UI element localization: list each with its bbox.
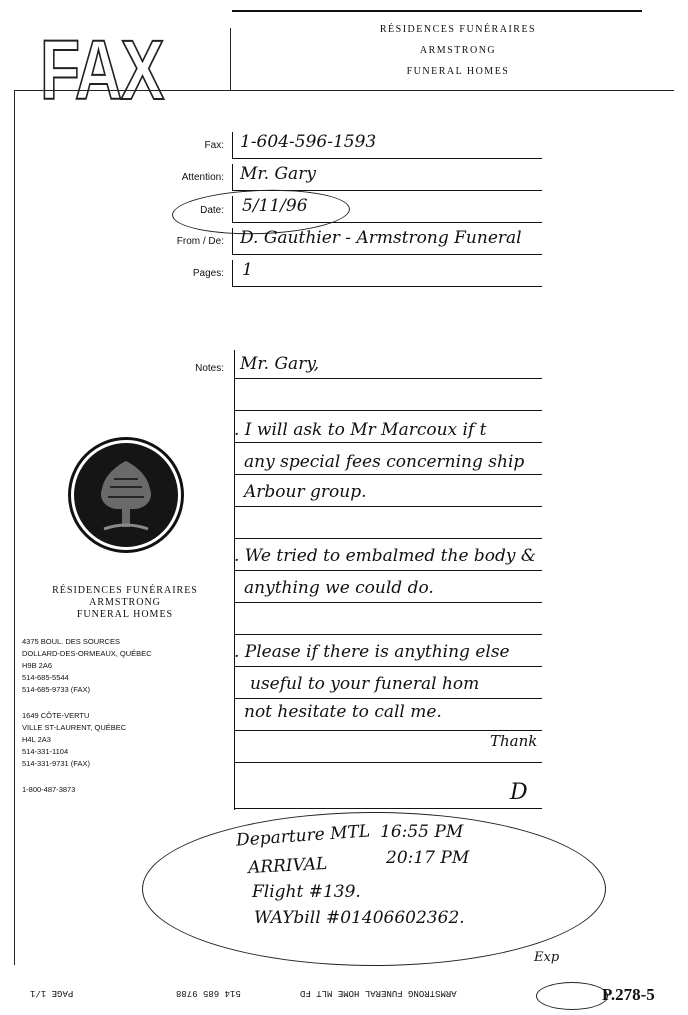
notes-text-3: any special fees concerning ship: [244, 452, 525, 472]
signature-initial: D: [510, 780, 528, 805]
from-value: D. Gauthier - Armstrong Funeral: [240, 228, 522, 248]
attention-value: Mr. Gary: [240, 164, 316, 184]
pages-field-line: [232, 286, 542, 287]
address1-fax: 514-685-9733 (FAX): [22, 685, 90, 694]
address1-phone: 514-685-5544: [22, 673, 69, 682]
fax-title: FAX: [40, 23, 163, 117]
flight-number: Flight #139.: [252, 882, 361, 902]
sidebar-company-line1: RÉSIDENCES FUNÉRAIRES: [52, 585, 198, 596]
frame-left-rule: [14, 90, 15, 965]
notes-rule-13: [234, 762, 542, 763]
notes-rule-11: [234, 698, 542, 699]
notes-rule-9: [234, 634, 542, 635]
pages-field-tick: [232, 260, 233, 286]
notes-rule-8: [234, 602, 542, 603]
address2-line1: 1649 CÔTE-VERTU: [22, 711, 90, 720]
notes-text-2: . I will ask to Mr Marcoux if t: [234, 420, 487, 440]
notes-rule-5: [234, 506, 542, 507]
departure-time: 16:55 PM: [380, 822, 464, 842]
footer-page: PAGE 1/1: [30, 988, 74, 998]
notes-rule-2: [234, 410, 542, 411]
notes-text-4: Arbour group.: [244, 482, 367, 502]
fax-field-tick: [232, 132, 233, 158]
footer-scribble: Exp: [534, 950, 560, 965]
sidebar-company-line3: FUNERAL HOMES: [76, 609, 174, 620]
attention-field-tick: [232, 164, 233, 190]
header-rule: [232, 10, 642, 12]
from-label: From / De:: [176, 236, 224, 247]
footer-phone: 514 685 9788: [176, 988, 241, 998]
fax-field-line: [232, 158, 542, 159]
notes-text-8: useful to your funeral hom: [250, 674, 480, 694]
from-field-tick: [232, 228, 233, 254]
notes-rule-4: [234, 474, 542, 475]
page-number: P.278-5: [602, 985, 655, 1004]
header-company-line1: RÉSIDENCES FUNÉRAIRES: [379, 24, 537, 35]
address2-line3: H4L 2A3: [22, 735, 51, 744]
address1-line1: 4375 BOUL. DES SOURCES: [22, 637, 120, 646]
notes-text-1: Mr. Gary,: [240, 354, 320, 374]
arrival-label: ARRIVAL: [247, 853, 328, 879]
notes-text-9: not hesitate to call me.: [244, 702, 442, 722]
notes-rule-1: [234, 378, 542, 379]
signature-thanks: Thank: [490, 732, 538, 750]
footer-sender: ARMSTRONG FUNERAL HOME MLT FD: [300, 988, 457, 998]
departure-label: Departure MTL: [235, 821, 371, 851]
notes-rule-6: [234, 538, 542, 539]
notes-text-6: anything we could do.: [244, 578, 434, 598]
notes-text-5: . We tried to embalmed the body &: [234, 546, 537, 566]
fax-number-value: 1-604-596-1593: [240, 132, 377, 152]
header-company-line3: FUNERAL HOMES: [406, 66, 510, 77]
address2-fax: 514-331-9731 (FAX): [22, 759, 90, 768]
tree-logo-icon: [74, 443, 178, 547]
notes-rule-7: [234, 570, 542, 571]
notes-label: Notes:: [195, 363, 224, 374]
notes-rule-10: [234, 666, 542, 667]
address1-line3: H9B 2A6: [22, 661, 53, 670]
notes-rule-12: [234, 730, 542, 731]
header-divider: [230, 28, 231, 90]
notes-rule-3: [234, 442, 542, 443]
date-value: 5/11/96: [242, 196, 308, 216]
address2-line2: VILLE ST-LAURENT, QUÉBEC: [22, 723, 127, 732]
arrival-time: 20:17 PM: [386, 848, 470, 868]
frame-top-rule: [14, 90, 674, 91]
address2-phone: 514-331-1104: [22, 747, 69, 756]
tollfree-number: 1-800-487-3873: [22, 785, 76, 794]
attention-label: Attention:: [181, 172, 224, 183]
header-company-line2: ARMSTRONG: [419, 45, 497, 56]
pages-label: Pages:: [192, 268, 224, 279]
fax-label: Fax:: [204, 140, 224, 151]
date-label: Date:: [200, 205, 224, 216]
sidebar-company-line2: ARMSTRONG: [89, 597, 161, 608]
address1-line2: DOLLARD-DES-ORMEAUX, QUÉBEC: [22, 649, 152, 658]
from-field-line: [232, 254, 542, 255]
notes-text-7: . Please if there is anything else: [234, 642, 510, 662]
notes-rule-14: [234, 808, 542, 809]
flight-info-oval: [142, 812, 606, 966]
waybill-number: WAYbill #01406602362.: [254, 908, 465, 928]
page-number-circle: [536, 982, 608, 1010]
pages-value: 1: [242, 260, 253, 280]
